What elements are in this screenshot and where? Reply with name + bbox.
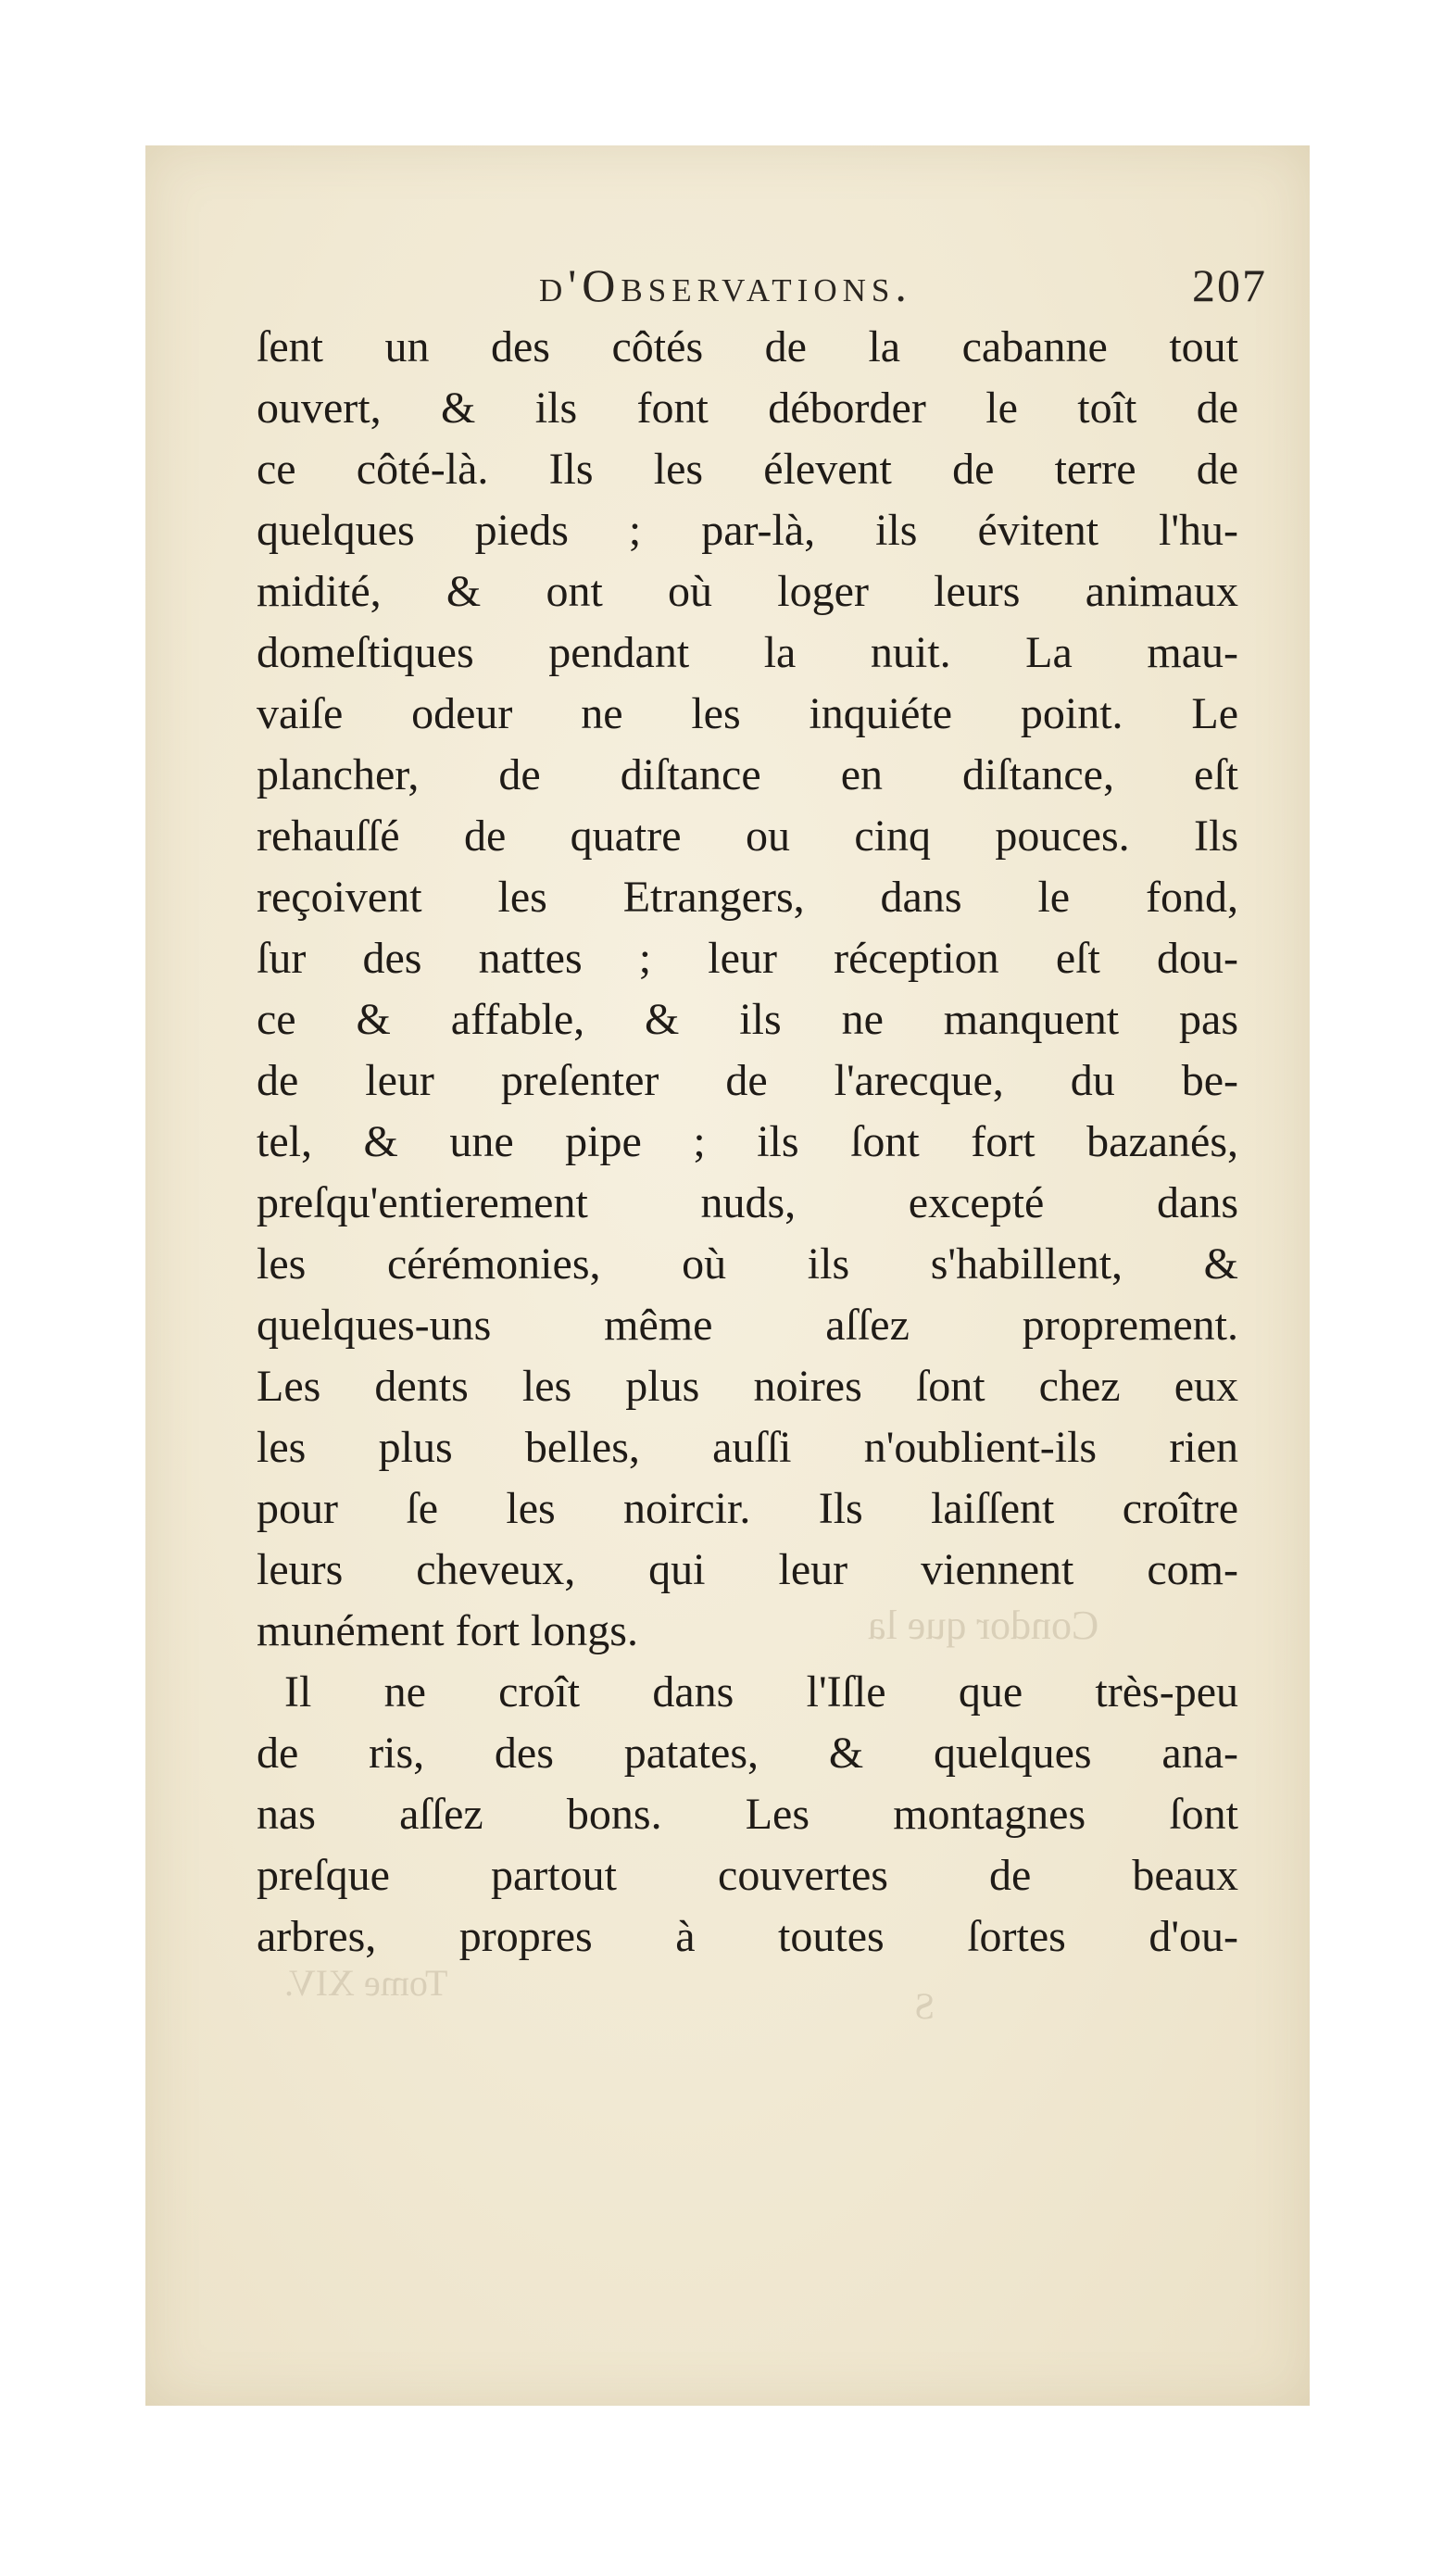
text-line: quelques-uns même aſſez proprement. — [257, 1301, 1238, 1350]
show-through-mark: S — [914, 1985, 935, 2027]
text-line: preſqu'entierement nuds, excepté dans — [257, 1178, 1238, 1227]
page-number: 207 — [1192, 259, 1267, 311]
show-through-text: Condor que la — [868, 1603, 1099, 1648]
text-line: ce côté-là. Ils les élevent de terre de — [257, 445, 1238, 494]
text-line: ce & affable, & ils ne manquent pas — [257, 995, 1238, 1044]
text-line: de ris, des patates, & quelques ana- — [257, 1729, 1238, 1778]
text-line: reçoivent les Etrangers, dans le fond, — [257, 873, 1238, 922]
text-line: rehauſſé de quatre ou cinq pouces. Ils — [257, 811, 1238, 861]
text-line: ſur des nattes ; leur réception eſt dou- — [257, 934, 1238, 983]
body-text — [257, 317, 1238, 1968]
text-line: plancher, de diſtance en diſtance, eſt — [257, 750, 1238, 799]
text-line: les cérémonies, où ils s'habillent, & — [257, 1239, 1238, 1289]
text-line: ouvert, & ils font déborder le toît de — [257, 384, 1238, 433]
text-line: arbres, propres à toutes ſortes d'ou- — [257, 1912, 1238, 1961]
text-line: les plus belles, auſſi n'oublient-ils rien — [257, 1423, 1238, 1472]
show-through-signature: Tome XIV. — [284, 1962, 448, 2004]
paragraph-start-line: Il ne croît dans l'Iſle que très-peu — [284, 1667, 1238, 1717]
text-line: Les dents les plus noires ſont chez eux — [257, 1362, 1238, 1411]
text-line: leurs cheveux, qui leur viennent com- — [257, 1545, 1238, 1594]
text-line: tel, & une pipe ; ils ſont fort bazanés, — [257, 1117, 1238, 1166]
text-line: domeſtiques pendant la nuit. La mau- — [257, 628, 1238, 677]
text-line: pour ſe les noircir. Ils laiſſent croître — [257, 1484, 1238, 1533]
text-line: preſque partout couvertes de beaux — [257, 1851, 1238, 1900]
book-page — [145, 145, 1310, 2406]
text-line: vaiſe odeur ne les inquiéte point. Le — [257, 689, 1238, 738]
paragraph-end-line: munément fort longs. — [257, 1606, 638, 1655]
text-line: quelques pieds ; par-là, ils évitent l'hu- — [257, 506, 1238, 555]
running-head-title: d'Observations. — [539, 259, 912, 311]
text-line: de leur preſenter de l'arecque, du be- — [257, 1056, 1238, 1105]
text-line: ſent un des côtés de la cabanne tout — [257, 322, 1238, 371]
text-line: nas aſſez bons. Les montagnes ſont — [257, 1790, 1238, 1839]
text-line: midité, & ont où loger leurs animaux — [257, 567, 1238, 616]
